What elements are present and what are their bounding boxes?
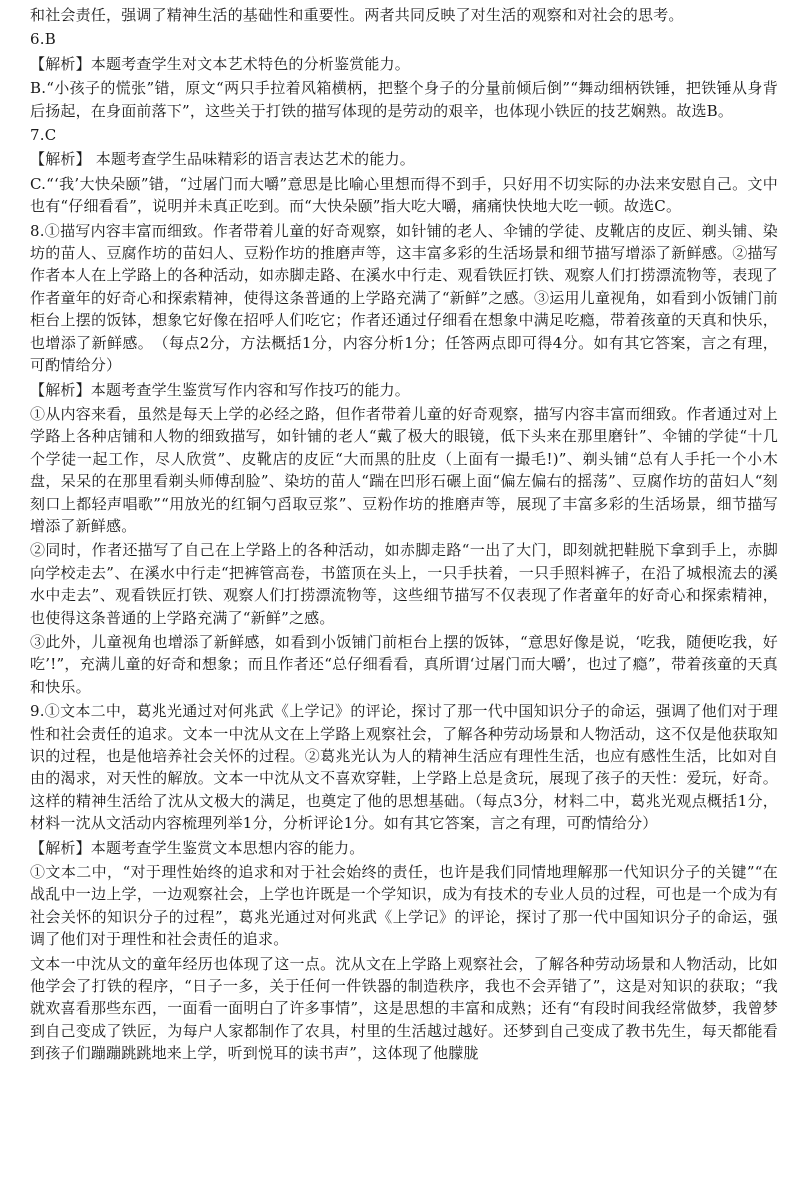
answer-7: 7.C	[30, 126, 57, 145]
analysis-8-point-1: ①从内容来看，虽然是每天上学的必经之路，但作者带着儿童的好奇观察，描写内容丰富而细致。作者通过对上学路上各种店铺和人物的细致描写，如针铺的老人“戴了极大的眼镜，低下头来在那里磨针”、伞铺的学徒“十几个学徒一起工作，尽人欣赏”、皮靴店的皮匠“大而黑的肚皮（上面有一撮毛!)”、剃头铺“总有人手托一个小木盘，呆呆的在那里看剃头师傅刮脸”、染坊的苗人“踹在凹形石碾上面“偏左偏右的摇荡”、豆腐作坊的苗妇人“刻刻口上都轻声唱歌”“用放光的红铜勺舀取豆浆”、豆粉作坊的推磨声等，展现了丰富多彩的生活场景，细节描写增添了新鲜感。	[30, 404, 778, 535]
paragraph-intro-continuation: 和社会责任，强调了精神生活的基础性和重要性。两者共同反映了对生活的观察和对社会的思考。	[30, 6, 684, 24]
analysis-8-heading: 【解析】本题考查学生鉴赏写作内容和写作技巧的能力。	[30, 380, 411, 399]
analysis-8-point-2: ②同时，作者还描写了自己在上学路上的各种活动，如赤脚走路“一出了大门，即刻就把鞋脱下拿到手上，赤脚向学校走去”、在溪水中行走“把裤管高卷，书篮顶在头上，一只手扶着，一只手照料裤子，在沿了城根流去的溪水中走去”、观看铁匠打铁、观察人们打捞漂流物等，这些细节描写不仅表现了作者童年的好奇心和探索精神，也使得这条普通的上学路充满了“新鲜”之感。	[30, 541, 778, 627]
analysis-8-point-3: ③此外，儿童视角也增添了新鲜感，如看到小饭铺门前柜台上摆的饭钵，“意思好像是说，‘吃我，随便吃我，好吃’!”，充满儿童的好奇和想象；而且作者还“总仔细看看，真所谓‘过屠门而大嚼’，也过了瘾”，带着孩童的天真和快乐。	[30, 632, 778, 696]
answer-6: 6.B	[30, 30, 56, 49]
analysis-7-heading: 【解析】 本题考查学生品味精彩的语言表达艺术的能力。	[30, 150, 415, 169]
analysis-9-point-1: ①文本二中，“对于理性始终的追求和对于社会始终的责任，也许是我们同情地理解那一代知识分子的关键”“在战乱中一边上学，一边观察社会，上学也许既是一个学知识，成为有技术的专业人员的过程，可也是一个成为有社会关怀的知识分子的过程”，葛兆光通过对何兆武《上学记》的评论，探讨了那一代中国知识分子的命运，强调了他们对于理性和社会责任的追求。	[30, 863, 778, 949]
answer-9: 9.①文本二中，葛兆光通过对何兆武《上学记》的评论，探讨了那一代中国知识分子的命运，强调了他们对于理性和社会责任的追求。文本一中沈从文在上学路上观察社会，了解各种劳动场景和人物活动，这不仅是他获取知识的过程，也是他培养社会关怀的过程。②葛兆光认为人的精神生活应有理性生活，也应有感性生活，比如对自由的渴求，对天性的解放。文本一中沈从文不喜欢穿鞋，上学路上总是贪玩，展现了孩子的天性：爱玩，好奇。这样的精神生活给了沈从文极大的满足，也奠定了他的思想基础。（每点3分，材料二中，葛兆光观点概括1分，材料一沈从文活动内容梳理列举1分，分析评论1分。如有其它答案，言之有理，可酌情给分）	[30, 702, 778, 833]
analysis-9-heading: 【解析】本题考查学生鉴赏文本思想内容的能力。	[30, 838, 365, 857]
analysis-9-text-one: 文本一中沈从文的童年经历也体现了这一点。沈从文在上学路上观察社会，了解各种劳动场景和人物活动，比如他学会了打铁的程序，“日子一多，关于任何一件铁器的制造秩序，我也不会弄错了”，这是对知识的获取；“我就欢喜看那些东西，一面看一面明白了许多事情”，这是思想的丰富和成熟；还有“有段时间我经常做梦，我曾梦到自己变成了铁匠，为每户人家都制作了农具，村里的生活越过越好。还梦到自己变成了教书先生，每天都能看到孩子们蹦蹦跳跳地来上学，听到悦耳的读书声”，这体现了他朦胧	[30, 954, 778, 1063]
analysis-7-body: C.“‘我’大快朵颐”错，“过屠门而大嚼”意思是比喻心里想而得不到手，只好用不切实际的办法来安慰自己。文中也有“仔细看看”，说明并未真正吃到。而“大快朵颐”指大吃大嚼，痛痛快快地大吃一顿。故选C。	[30, 174, 778, 216]
analysis-6-heading: 【解析】本题考查学生对文本艺术特色的分析鉴赏能力。	[30, 54, 411, 73]
analysis-6-body: B.“小孩子的慌张”错，原文“两只手拉着风箱横柄，把整个身子的分量前倾后倒”“舞动细柄铁锤，把铁锤从身背后扬起，在身面前落下”，这些关于打铁的描写体现的是劳动的艰辛，也体现小铁匠的技艺娴熟。故选B。	[30, 79, 778, 120]
answer-8: 8.①描写内容丰富而细致。作者带着儿童的好奇观察，如针铺的老人、伞铺的学徒、皮靴店的皮匠、剃头铺、染坊的苗人、豆腐作坊的苗妇人、豆粉作坊的推磨声等，这丰富多彩的生活场景和细节描写增添了新鲜感。②描写作者本人在上学路上的各种活动，如赤脚走路、在溪水中行走、观看铁匠打铁、观察人们打捞漂流物等，表现了作者童年的好奇心和探索精神，使得这条普通的上学路充满了“新鲜”之感。③运用儿童视角，如看到小饭铺门前柜台上摆的饭钵，想象它好像在招呼人们吃它；作者还通过仔细看在想象中满足吃瘾，带着孩童的天真和快乐，也增添了新鲜感。 （每点2分，方法概括1分，内容分析1分；任答两点即可得4分。如有其它答案，言之有理，可酌情给分）	[30, 221, 778, 375]
